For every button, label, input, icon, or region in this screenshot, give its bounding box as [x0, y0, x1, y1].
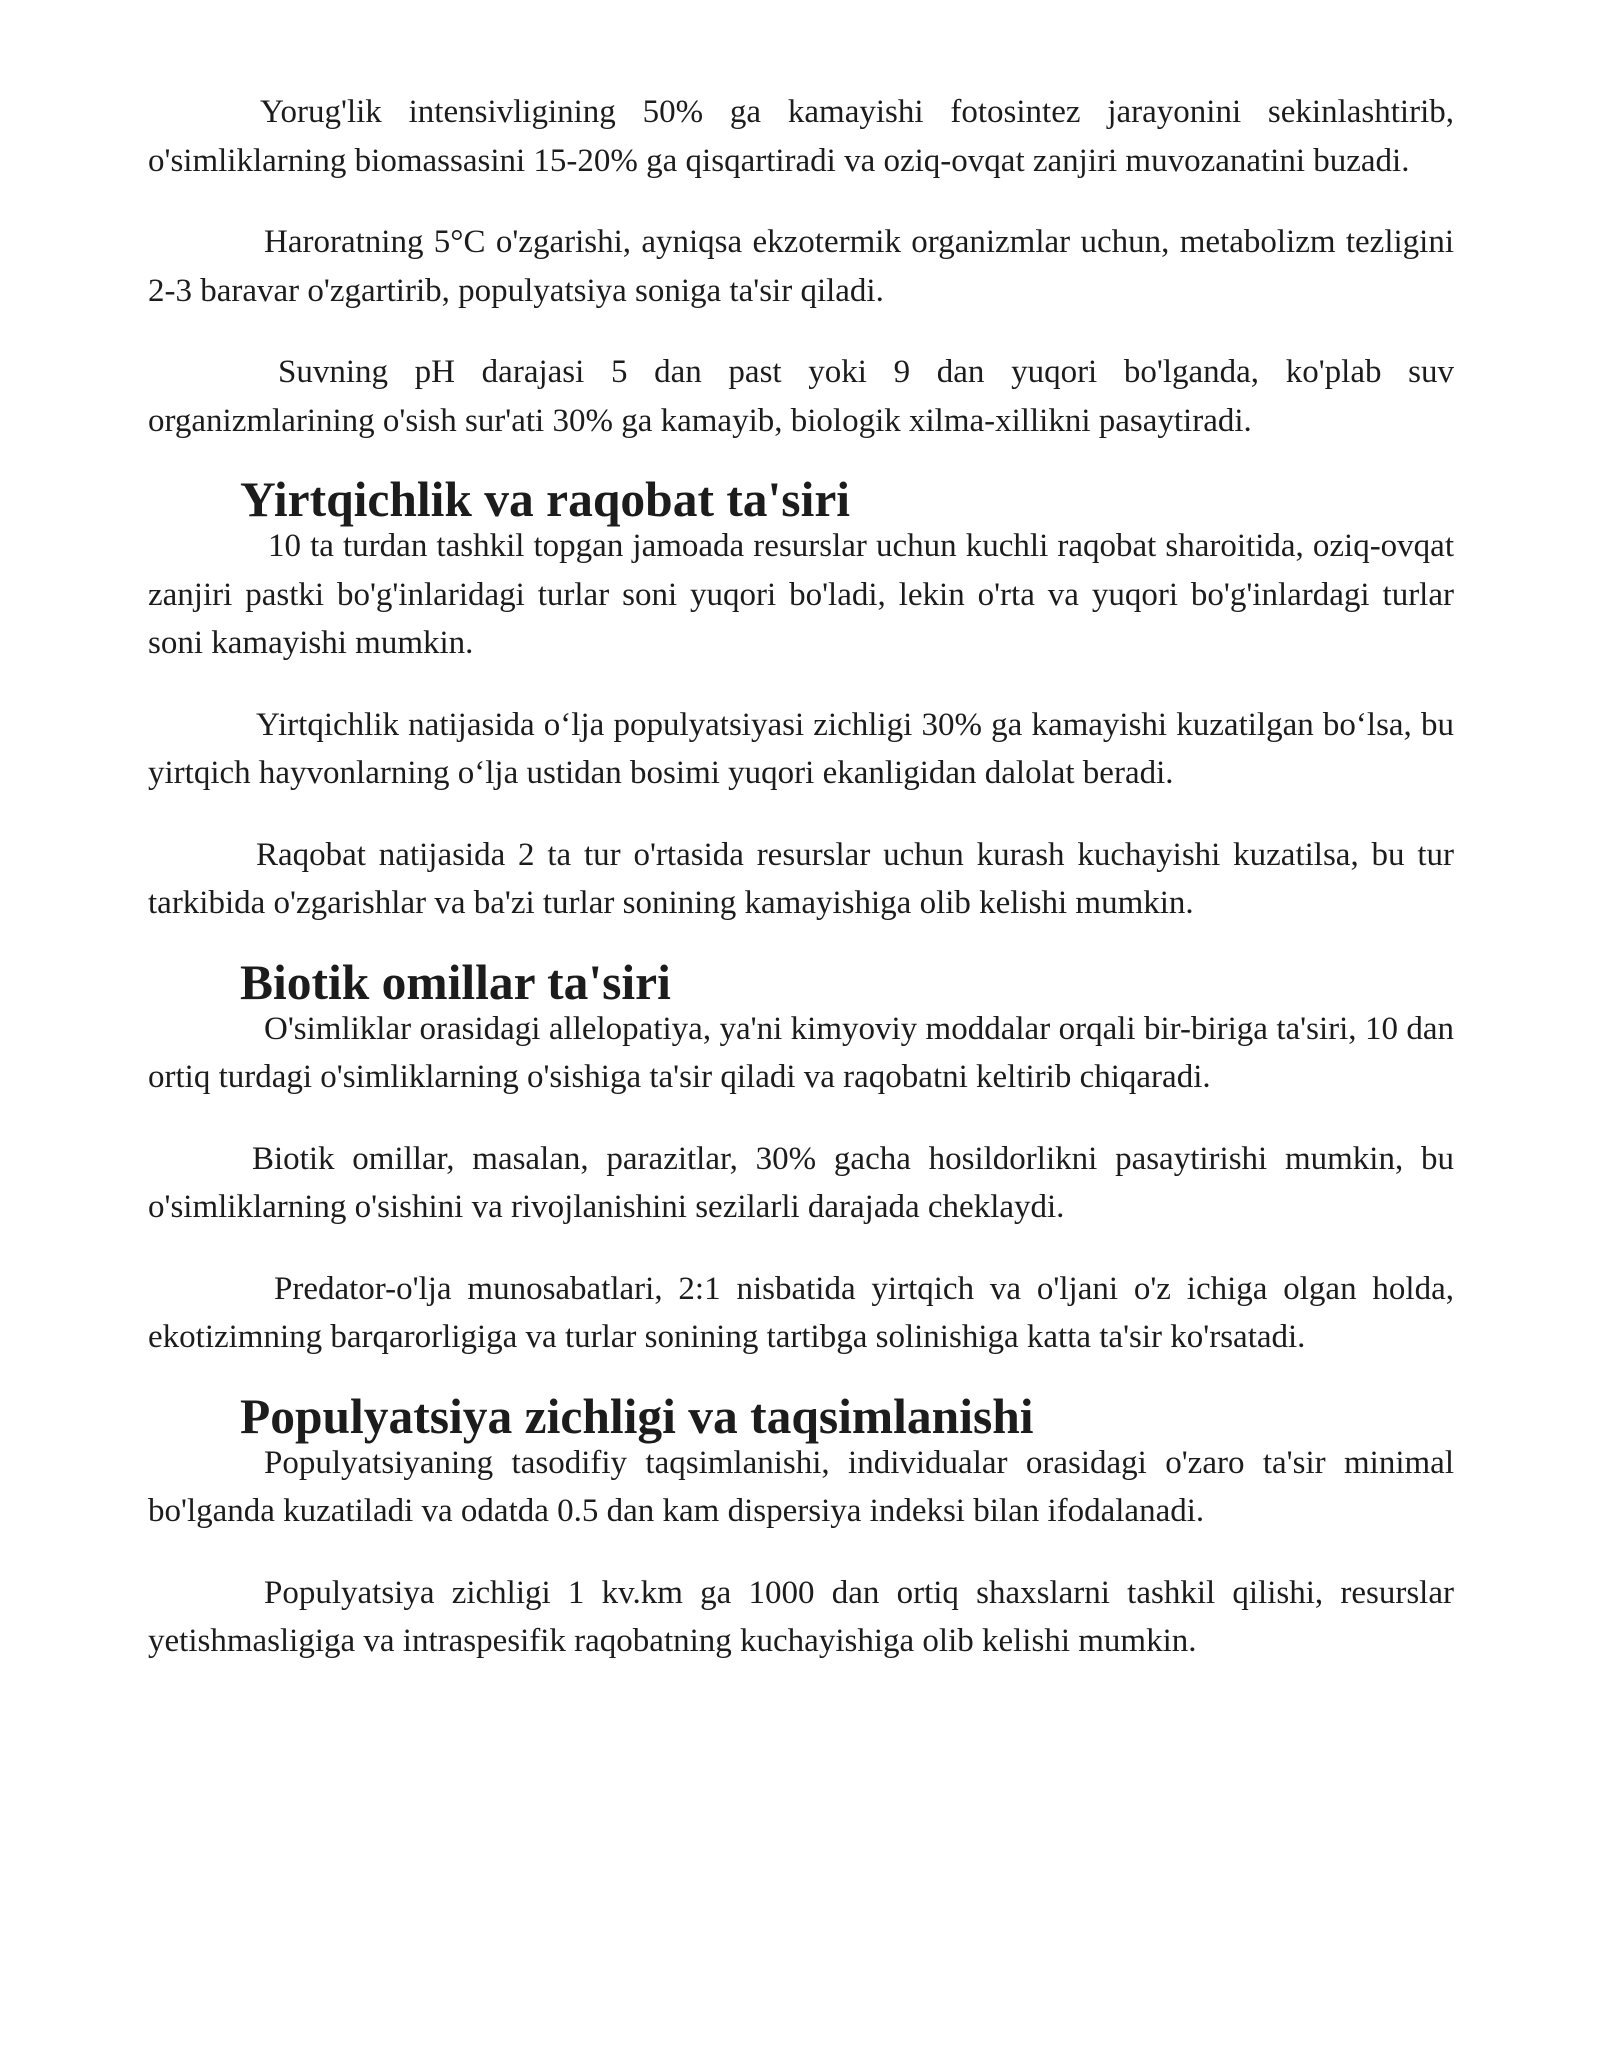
paragraph-temperature: Haroratning 5°C o'zgarishi, ayniqsa ekzotermik organizmlar uchun, metabolizm tezligini 2-3 baravar o'zgartirib, populyatsiya soniga ta'sir qiladi. [148, 224, 1454, 309]
paragraph-water-ph: Suvning pH darajasi 5 dan past yoki 9 dan yuqori bo'lganda, ko'plab suv organizmlarining o'sish sur'ati 30% ga kamayib, biologik xilma-xillikni pasaytiradi. [148, 354, 1454, 439]
paragraph-random-distribution: Populyatsiyaning tasodifiy taqsimlanishi, individualar orasidagi o'zaro ta'sir minimal bo'lganda kuzatiladi va odatda 0.5 dan kam dispersiya indeksi bilan ifodalanadi. [148, 1444, 1454, 1529]
paragraph-light-intensity: Yorug'lik intensivligining 50% ga kamayishi fotosintez jarayonini sekinlashtirib, o'simliklarning biomassasini 15-20% ga qisqartiradi va oziq-ovqat zanjiri muvozanatini buzadi. [148, 94, 1454, 179]
document-page [148, 88, 1454, 1699]
paragraph-parasites: Biotik omillar, masalan, parazitlar, 30% gacha hosildorlikni pasaytirishi mumkin, bu o'simliklarning o'sishini va rivojlanishini sezilarli darajada cheklaydi. [148, 1140, 1454, 1225]
section-heading-population-density: Populyatsiya zichligi va taqsimlanishi [240, 1388, 1034, 1444]
section-heading-predation-competition: Yirtqichlik va raqobat ta'siri [240, 472, 851, 527]
section-heading-biotic-factors: Biotik omillar ta'siri [240, 954, 671, 1010]
paragraph-competition-two-species: Raqobat natijasida 2 ta tur o'rtasida resurslar uchun kurash kuchayishi kuzatilsa, bu tur tarkibida o'zgarishlar va ba'zi turlar sonining kamayishiga olib kelishi mumkin. [148, 836, 1454, 921]
paragraph-population-density: Populyatsiya zichligi 1 kv.km ga 1000 dan ortiq shaxslarni tashkil qilishi, resurslar yetishmasligiga va intraspesifik raqobatning kuchayishiga olib kelishi mumkin. [148, 1574, 1454, 1659]
paragraph-allelopathy: O'simliklar orasidagi allelopatiya, ya'ni kimyoviy moddalar orqali bir-biriga ta'siri, 10 dan ortiq turdagi o'simliklarning o'sishiga ta'sir qiladi va raqobatni keltirib chiqaradi. [148, 1010, 1454, 1095]
paragraph-community-competition: 10 ta turdan tashkil topgan jamoada resurslar uchun kuchli raqobat sharoitida, oziq-ovqat zanjiri pastki bo'g'inlaridagi turlar soni yuqori bo'ladi, lekin o'rta va yuqori bo'g'inlardagi turlar soni kamayishi mumkin. [148, 528, 1454, 661]
paragraph-predation-prey-density: Yirtqichlik natijasida o‘lja populyatsiyasi zichligi 30% ga kamayishi kuzatilgan bo‘lsa, bu yirtqich hayvonlarning o‘lja ustidan bosimi yuqori ekanligidan dalolat beradi. [148, 706, 1454, 791]
paragraph-predator-prey: Predator-o'lja munosabatlari, 2:1 nisbatida yirtqich va o'ljani o'z ichiga olgan holda, ekotizimning barqarorligiga va turlar sonining tartibga solinishiga katta ta'sir ko'rsatadi. [148, 1270, 1454, 1355]
